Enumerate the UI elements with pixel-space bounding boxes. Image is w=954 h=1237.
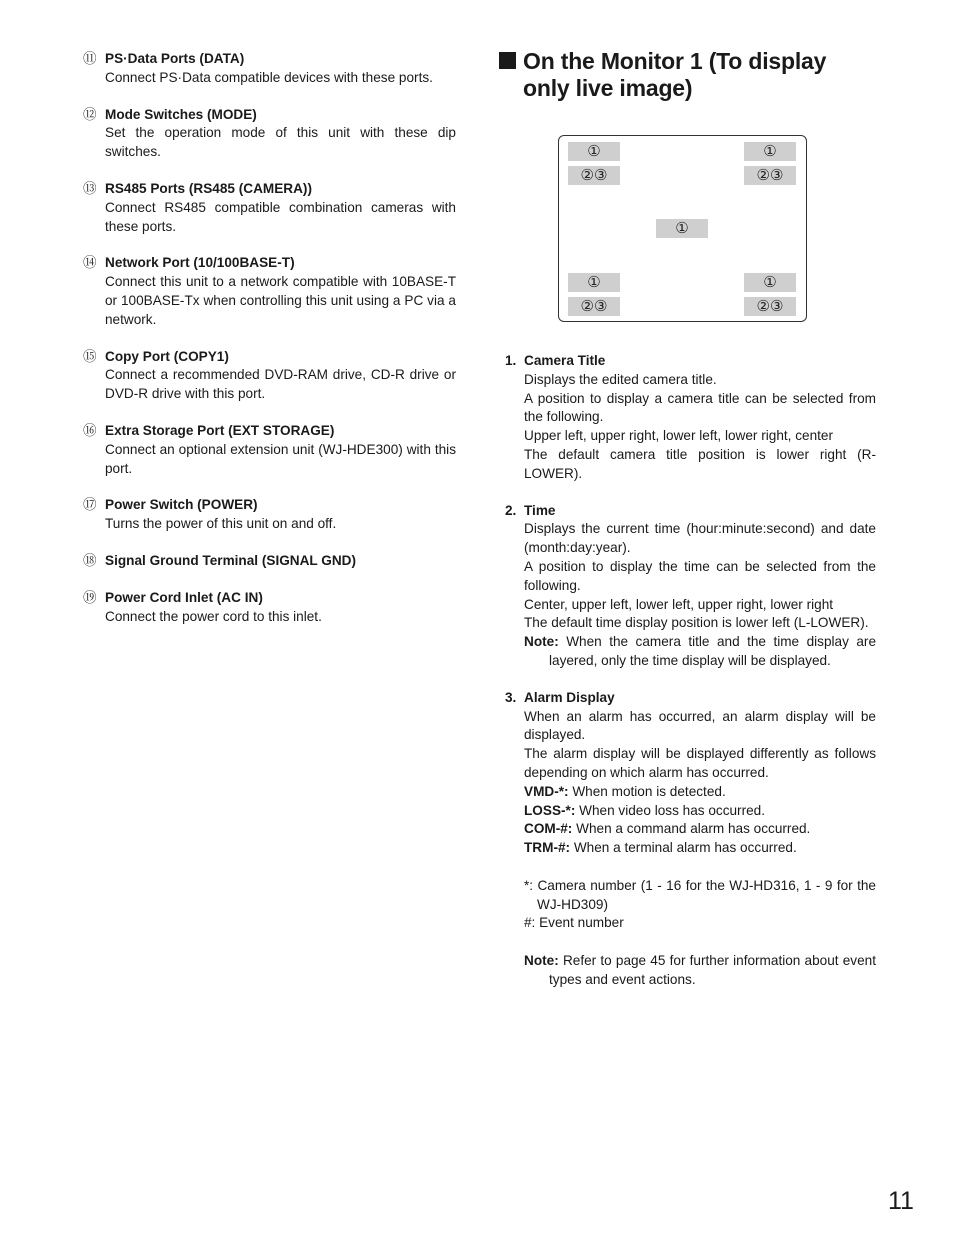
item-number: ⑱ bbox=[83, 552, 97, 568]
section-camera-title bbox=[505, 352, 876, 484]
alarm-desc: When a terminal alarm has occurred. bbox=[573, 840, 797, 856]
alarm-code: TRM-#: bbox=[524, 840, 571, 856]
square-bullet-icon bbox=[499, 52, 516, 69]
item-number: ⑮ bbox=[83, 348, 97, 364]
footnote-camera-number: *: Camera number (1 - 16 for the WJ-HD316, 1 - 9 for the WJ-HD309) bbox=[524, 877, 876, 912]
section-time bbox=[505, 502, 876, 671]
section-alarm-display bbox=[505, 689, 876, 990]
item-title: Power Switch (POWER) bbox=[105, 497, 258, 513]
upper-left-time-alarm-label: ②③ bbox=[568, 166, 620, 185]
item-rs485-ports bbox=[83, 180, 456, 236]
item-body: Connect the power cord to this inlet. bbox=[105, 608, 322, 624]
upper-right-time-alarm-label: ②③ bbox=[744, 166, 796, 185]
item-body: Set the operation mode of this unit with these dip switches. bbox=[105, 125, 456, 160]
alarm-desc: When a command alarm has occurred. bbox=[576, 821, 811, 837]
item-title: PS·Data Ports (DATA) bbox=[105, 51, 245, 66]
item-title: RS485 Ports (RS485 (CAMERA)) bbox=[105, 180, 312, 196]
alarm-code: COM-#: bbox=[524, 821, 573, 837]
item-body: Connect an optional extension unit (WJ-HDE300) with this port. bbox=[105, 441, 456, 476]
lower-right-camera-title-label: ① bbox=[744, 273, 796, 292]
item-body: Connect PS·Data compatible devices with these ports. bbox=[105, 69, 433, 85]
item-power-switch bbox=[83, 496, 456, 534]
item-number: ⑫ bbox=[83, 106, 97, 122]
item-number: ⑪ bbox=[83, 51, 97, 66]
item-network-port bbox=[83, 254, 456, 329]
alarm-desc: When video loss has occurred. bbox=[579, 802, 766, 818]
lower-right-time-alarm-label: ②③ bbox=[744, 297, 796, 316]
center-camera-title-label: ① bbox=[656, 219, 708, 238]
upper-right-camera-title-label: ① bbox=[744, 142, 796, 161]
upper-left-camera-title-label: ① bbox=[568, 142, 620, 161]
monitor-diagram bbox=[558, 135, 807, 322]
item-body: Connect RS485 compatible combination cameras with these ports. bbox=[105, 199, 456, 234]
alarm-row bbox=[505, 783, 876, 802]
item-number: ⑬ bbox=[83, 180, 97, 196]
note-label: Note: bbox=[524, 634, 559, 650]
section-number: 2. bbox=[505, 502, 517, 518]
item-title: Extra Storage Port (EXT STORAGE) bbox=[105, 422, 335, 438]
paragraph: A position to display a camera title can be selected from the following. bbox=[524, 390, 876, 425]
page-number: 11 bbox=[888, 1187, 914, 1215]
item-number: ⑰ bbox=[83, 497, 97, 513]
item-number: ⑭ bbox=[83, 255, 97, 271]
heading-text: On the Monitor 1 (To display only live image) bbox=[523, 48, 827, 101]
item-body: Turns the power of this unit on and off. bbox=[105, 516, 337, 532]
item-title: Power Cord Inlet (AC IN) bbox=[105, 589, 263, 605]
item-title: Copy Port (COPY1) bbox=[105, 348, 229, 364]
section-title: Alarm Display bbox=[524, 689, 615, 705]
section-header bbox=[505, 352, 876, 371]
item-title: Mode Switches (MODE) bbox=[105, 106, 257, 122]
note-text: When the camera title and the time display are layered, only the time display will be displayed. bbox=[549, 634, 877, 668]
item-signal-ground bbox=[83, 552, 456, 571]
item-ps-data-ports bbox=[83, 50, 456, 88]
item-mode-switches bbox=[83, 106, 456, 162]
section-title: Camera Title bbox=[524, 353, 606, 368]
paragraph: Displays the current time (hour:minute:second) and date (month:day:year). bbox=[524, 521, 876, 556]
note bbox=[505, 952, 876, 990]
note bbox=[505, 633, 876, 671]
item-copy-port bbox=[83, 348, 456, 404]
item-number: ⑲ bbox=[83, 589, 97, 605]
section-number: 3. bbox=[505, 689, 517, 705]
item-number: ⑯ bbox=[83, 422, 97, 438]
right-column bbox=[505, 352, 876, 1008]
paragraph: A position to display the time can be selected from the following. bbox=[524, 558, 876, 593]
item-title: Network Port (10/100BASE-T) bbox=[105, 255, 295, 271]
spacer bbox=[505, 933, 876, 952]
item-body: Connect a recommended DVD-RAM drive, CD-R drive or DVD-R drive with this port. bbox=[105, 367, 456, 402]
left-column bbox=[83, 50, 456, 644]
section-heading bbox=[499, 48, 859, 102]
footnote-event-number: #: Event number bbox=[524, 915, 624, 931]
section-header bbox=[505, 502, 876, 521]
alarm-row bbox=[505, 839, 876, 858]
lower-left-time-alarm-label: ②③ bbox=[568, 297, 620, 316]
paragraph: Center, upper left, lower left, upper right, lower right bbox=[524, 596, 834, 612]
alarm-code: LOSS-*: bbox=[524, 802, 576, 818]
spacer bbox=[505, 858, 876, 877]
alarm-desc: When motion is detected. bbox=[572, 783, 726, 799]
alarm-code: VMD-*: bbox=[524, 783, 569, 799]
item-title: Signal Ground Terminal (SIGNAL GND) bbox=[105, 552, 356, 568]
item-body: Connect this unit to a network compatible with 10BASE-T or 100BASE-Tx when controlling this unit using a PC via a network. bbox=[105, 274, 456, 327]
section-number: 1. bbox=[505, 353, 517, 368]
paragraph: When an alarm has occurred, an alarm display will be displayed. bbox=[524, 708, 876, 743]
alarm-row bbox=[505, 820, 876, 839]
alarm-row bbox=[505, 802, 876, 821]
note-label: Note: bbox=[524, 952, 559, 968]
section-header bbox=[505, 689, 876, 708]
paragraph: The default camera title position is lower right (R-LOWER). bbox=[524, 446, 876, 481]
note-text: Refer to page 45 for further information about event types and event actions. bbox=[549, 952, 876, 987]
item-extra-storage-port bbox=[83, 422, 456, 478]
item-power-cord-inlet bbox=[83, 589, 456, 627]
paragraph: Displays the edited camera title. bbox=[524, 371, 717, 387]
paragraph: The default time display position is lower left (L-LOWER). bbox=[524, 615, 869, 631]
paragraph: Upper left, upper right, lower left, lower right, center bbox=[524, 428, 834, 444]
lower-left-camera-title-label: ① bbox=[568, 273, 620, 292]
paragraph: The alarm display will be displayed differently as follows depending on which alarm has occurred. bbox=[524, 746, 876, 780]
section-title: Time bbox=[524, 502, 556, 518]
